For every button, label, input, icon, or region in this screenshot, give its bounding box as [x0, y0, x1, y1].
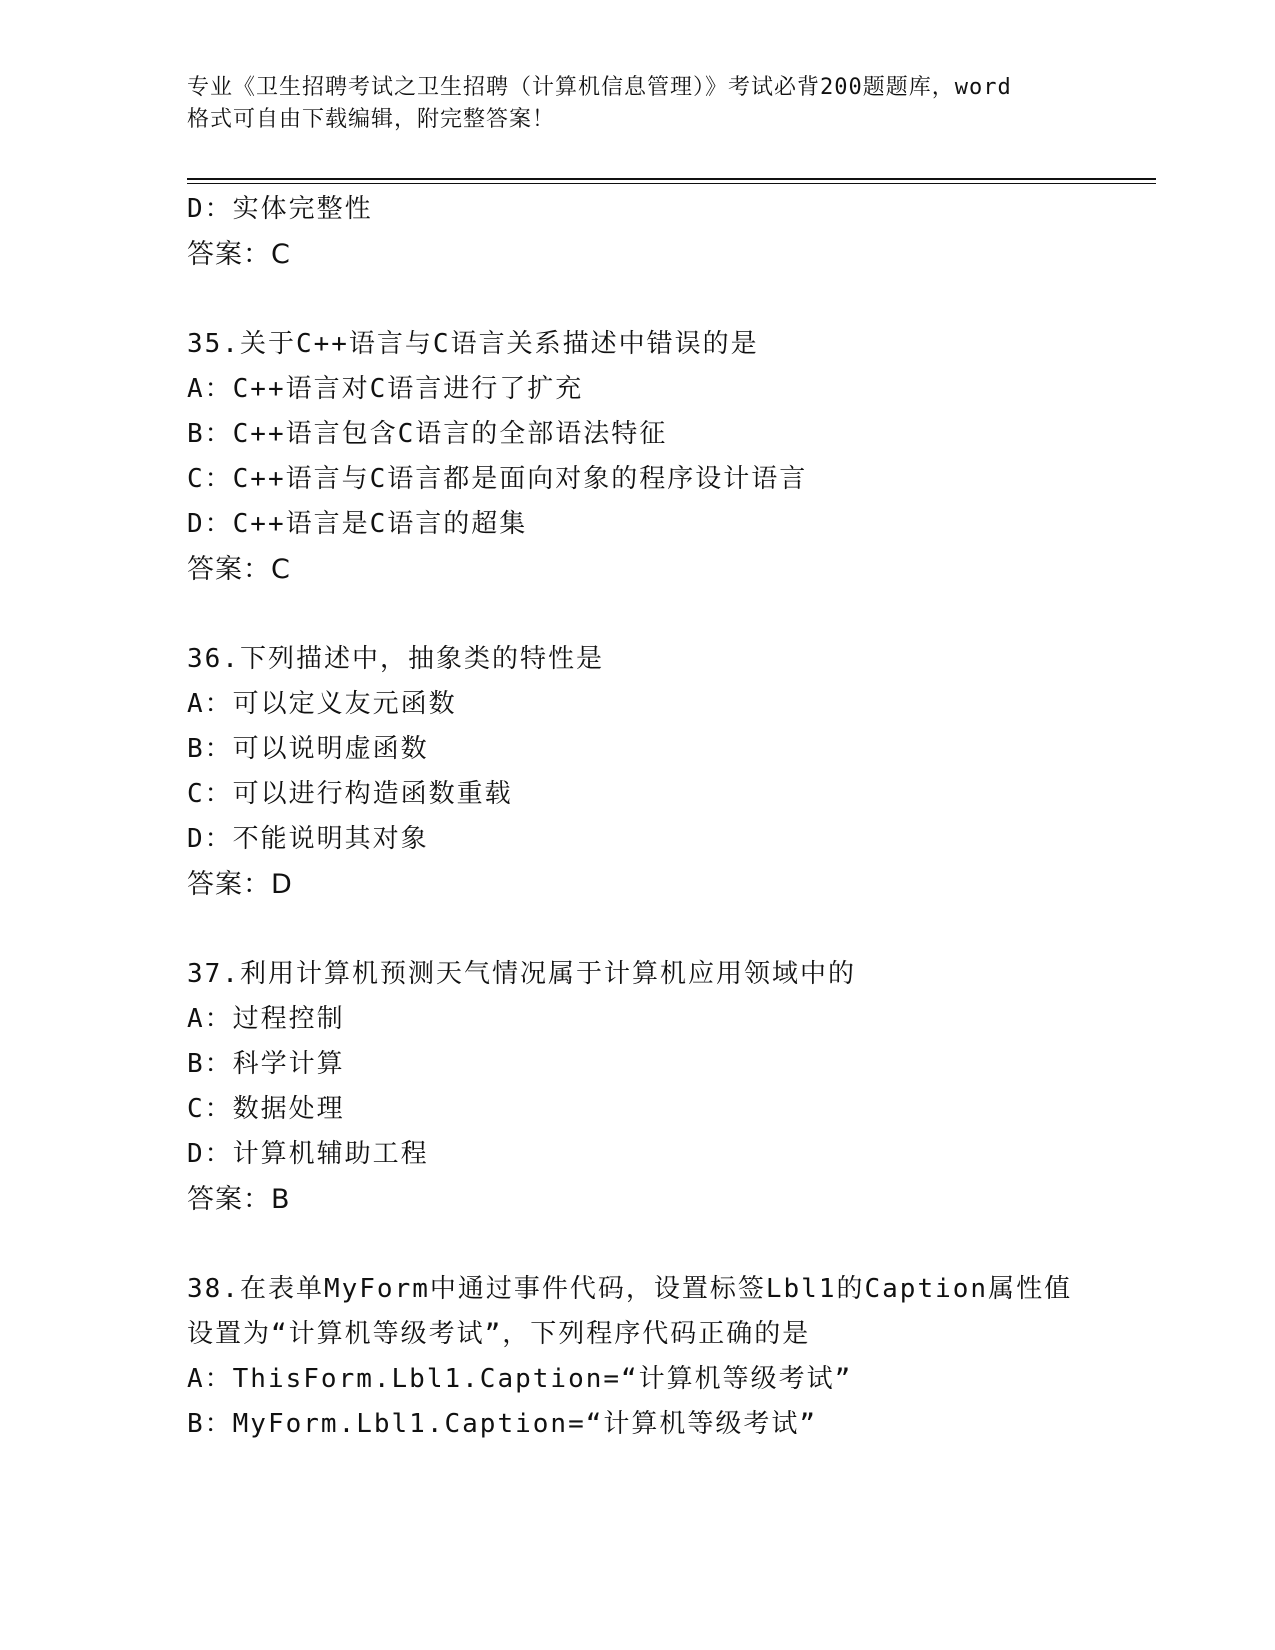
question-list [187, 187, 1147, 1447]
option-b: B：MyForm.Lbl1.Caption=“计算机等级考试” [187, 1409, 818, 1439]
question-37 [187, 952, 1147, 1222]
option-d: D：不能说明其对象 [187, 824, 429, 854]
question-36 [187, 637, 1147, 907]
spacer [187, 1222, 1147, 1267]
option-c: C：可以进行构造函数重载 [187, 779, 513, 809]
option-a: A：C++语言对C语言进行了扩充 [187, 374, 584, 404]
question-fragment [187, 187, 1147, 277]
answer-line: 答案：C [187, 554, 291, 585]
option-b: B：C++语言包含C语言的全部语法特征 [187, 419, 668, 449]
header-divider-thick [187, 178, 1156, 180]
question-35 [187, 322, 1147, 592]
answer-line: 答案：B [187, 1184, 291, 1215]
question-stem: 37.利用计算机预测天气情况属于计算机应用领域中的 [187, 959, 856, 989]
question-stem: 35.关于C++语言与C语言关系描述中错误的是 [187, 329, 759, 359]
answer-line: 答案：C [187, 239, 291, 270]
option-a: A：可以定义友元函数 [187, 689, 457, 719]
spacer [187, 907, 1147, 952]
option-d: D：C++语言是C语言的超集 [187, 509, 528, 539]
option-a: A：ThisForm.Lbl1.Caption=“计算机等级考试” [187, 1364, 853, 1394]
header-line-1: 专业《卫生招聘考试之卫生招聘（计算机信息管理）》考试必背200题题库，word [187, 75, 1012, 100]
option-c: C：C++语言与C语言都是面向对象的程序设计语言 [187, 464, 808, 494]
question-stem: 36.下列描述中，抽象类的特性是 [187, 644, 604, 674]
option-a: A：过程控制 [187, 1004, 345, 1034]
question-stem-line-2: 设置为“计算机等级考试”，下列程序代码正确的是 [187, 1319, 811, 1349]
header-divider-thin [187, 183, 1156, 184]
option-b: B：可以说明虚函数 [187, 734, 429, 764]
option-c: C：数据处理 [187, 1094, 345, 1124]
spacer [187, 592, 1147, 637]
answer-line: 答案：D [187, 869, 293, 900]
document-header [187, 72, 1087, 136]
option-b: B：科学计算 [187, 1049, 345, 1079]
question-stem-line-1: 38.在表单MyForm中通过事件代码，设置标签Lbl1的Caption属性值 [187, 1274, 1073, 1304]
option-d: D：实体完整性 [187, 194, 373, 224]
question-38 [187, 1267, 1147, 1447]
spacer [187, 277, 1147, 322]
option-d: D：计算机辅助工程 [187, 1139, 429, 1169]
header-line-2: 格式可自由下载编辑，附完整答案！ [187, 107, 556, 132]
